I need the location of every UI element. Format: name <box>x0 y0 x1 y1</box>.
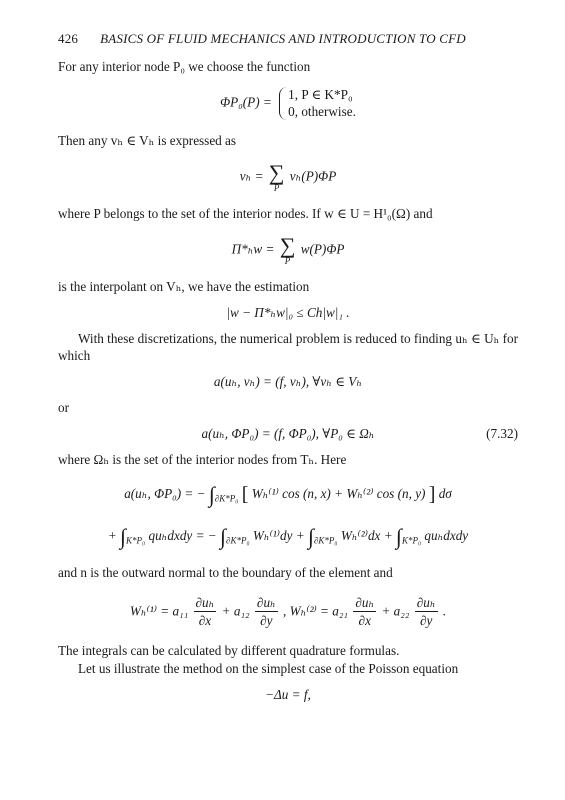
equation-bilinear-1-tail: dσ <box>438 486 452 502</box>
equation-poisson: −Δu = f, <box>265 686 311 702</box>
equation-vh-rhs: vₕ(P)ΦP <box>289 168 337 184</box>
summation-limit: P <box>284 255 291 266</box>
equation-bilinear-2-term-1: quₕdxdy = − <box>148 528 217 544</box>
equation-w1-mid: + a₁₂ <box>221 603 250 619</box>
equation-phi-case-2: 0, otherwise. <box>288 103 356 119</box>
paragraph-4: is the interpolant on Vₕ, we have the estimation <box>58 278 310 294</box>
paragraph-10: Let us illustrate the method on the simplest case of the Poisson equation <box>78 661 459 677</box>
fraction <box>353 594 376 631</box>
equation-7-32 <box>58 425 518 443</box>
equation-bilinear-1: a(uₕ, ΦP₀) = − $\int_{\partial K*P_0}$ [ Wₕ⁽¹⁾ cos (n, x) + Wₕ⁽²⁾ cos (n, y) ] dσ <box>124 482 452 508</box>
fraction-denominator: ∂x <box>358 613 371 629</box>
equation-weak-form: a(uₕ, vₕ) = (f, vₕ), ∀vₕ ∈ Vₕ <box>213 374 363 390</box>
equation-fluxes <box>58 594 518 631</box>
equation-w2-mid: + a₂₂ <box>381 603 410 619</box>
running-header <box>58 30 518 48</box>
equation-7-32-body: a(uₕ, ΦP₀) = (f, ΦP₀), ∀P₀ ∈ Ωₕ <box>201 425 375 441</box>
fraction-numerator: ∂uₕ <box>353 594 376 613</box>
fraction <box>415 594 438 631</box>
equation-w1-lhs: Wₕ⁽¹⁾ = a₁₁ <box>129 603 189 619</box>
integral-domain: ∂K*P₀ <box>214 494 239 504</box>
equation-interpolant-lhs: Π*ₕw = <box>231 241 275 257</box>
equation-phi-case-1: 1, P ∈ K*P₀ <box>288 87 353 103</box>
running-title: BASICS OF FLUID MECHANICS AND INTRODUCTION TO CFD <box>100 31 466 46</box>
integral-domain: ∂K*P₀ <box>226 535 250 546</box>
fraction-denominator: ∂x <box>198 613 212 629</box>
equation-phi <box>58 87 518 120</box>
summation-symbol: ∑ P <box>279 232 296 266</box>
fraction-denominator: ∂y <box>260 613 273 629</box>
paragraph-6: or <box>58 400 69 416</box>
equation-bilinear-2: + $\int_{K*P_0}$ quₕdxdy = − $\int_{\partial K*P_0}$ $W_h^{(1)}dy + \int_{\partial K*P_0}$ $W_h^{(2)}dx + \int_{K*P_0}$ quₕdxdy <box>107 524 469 550</box>
equation-bilinear-2-term-4: quₕdxdy <box>424 528 469 544</box>
paragraph-9: The integrals can be calculated by different quadrature formulas. <box>58 643 400 659</box>
fraction-numerator: ∂uₕ <box>415 594 438 613</box>
page-number: 426 <box>58 31 79 46</box>
fraction-denominator: ∂y <box>419 613 433 629</box>
paragraph-8: and n is the outward normal to the boundary of the element and <box>58 564 393 580</box>
equation-estimation: |w − Π*ₕw|₀ ≤ Ch|w|₁ . <box>226 304 350 320</box>
fraction <box>255 594 278 631</box>
plus-sign: + <box>107 528 117 544</box>
page <box>58 30 518 712</box>
equation-w2-end: . <box>442 603 447 619</box>
fraction <box>194 594 217 631</box>
equation-interpolant <box>58 232 518 266</box>
paragraph-3: where P belongs to the set of the interior nodes. If w ∈ U = H¹₀(Ω) and <box>58 206 433 222</box>
paragraph-2: Then any vₕ ∈ Vₕ is expressed as <box>58 133 237 149</box>
fraction-numerator: ∂uₕ <box>194 594 217 613</box>
summation-symbol: ∑ P <box>268 160 285 194</box>
paragraph-1: For any interior node P₀ we choose the function <box>58 58 311 74</box>
equation-bilinear-2-term-2: Wₕ⁽¹⁾dy + <box>252 528 305 544</box>
equation-vh-lhs: vₕ = <box>239 168 264 184</box>
equation-bilinear-1-rhs: Wₕ⁽¹⁾ cos (n, x) + Wₕ⁽²⁾ cos (n, y) <box>251 486 426 502</box>
equation-phi-cases <box>279 87 356 120</box>
equation-phi-lhs: ΦP₀(P) = <box>220 94 272 110</box>
equation-bilinear-1-lhs: a(uₕ, ΦP₀) = − <box>124 486 206 502</box>
equation-number: (7.32) <box>486 425 518 441</box>
paragraph-7: where Ωₕ is the set of the interior nodes from Tₕ. Here <box>58 451 347 467</box>
fraction-numerator: ∂uₕ <box>255 594 278 613</box>
paragraph-5: With these discretizations, the numerical problem is reduced to finding uₕ ∈ Uₕ for which <box>58 330 518 364</box>
equation-vh <box>58 162 518 193</box>
summation-limit: P <box>273 183 280 194</box>
equation-bilinear-2-term-3: Wₕ⁽²⁾dx + <box>340 528 393 544</box>
integral-domain: K*P₀ <box>401 535 422 546</box>
equation-w2-lhs: , Wₕ⁽²⁾ = a₂₁ <box>283 603 349 619</box>
integral-domain: ∂K*P₀ <box>313 535 338 546</box>
equation-interpolant-rhs: w(P)ΦP <box>300 241 345 257</box>
integral-domain: K*P₀ <box>126 535 146 546</box>
